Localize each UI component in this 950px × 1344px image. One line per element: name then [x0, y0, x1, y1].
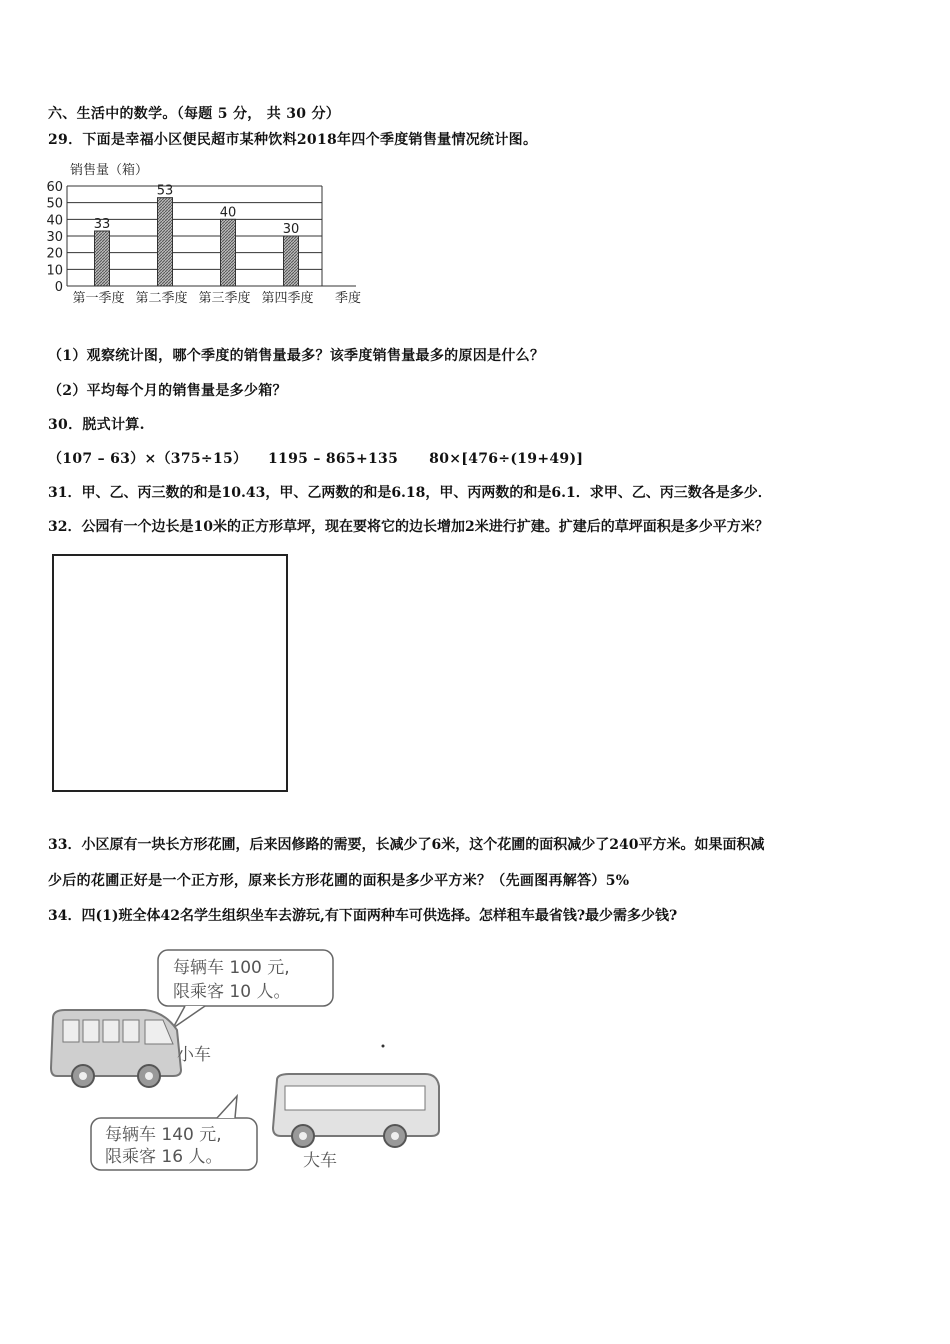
question-31: 31．甲、乙、丙三数的和是10.43，甲、乙两数的和是6.18，甲、丙两数的和是6.1．求甲、乙、丙三数各是多少．: [48, 485, 772, 501]
chart-y-tick-label: 60: [46, 180, 63, 195]
chart-x-ticks: [72, 290, 313, 306]
small-car-label: 小车: [177, 1045, 211, 1065]
question-32: 32．公园有一个边长是10米的正方形草坪，现在要将它的边长增加2米进行扩建。扩建后的草坪面积是多少平方米？: [48, 519, 769, 535]
question-29-part-1: （1）观察统计图，哪个季度的销售量最多？该季度销售量最多的原因是什么？: [48, 348, 545, 364]
chart-y-ticks: [46, 180, 63, 295]
question-29: 29．下面是幸福小区便民超市某种饮料2018年四个季度销售量情况统计图。: [48, 132, 538, 148]
chart-bar: [221, 219, 236, 286]
chart-x-tick-label: 第一季度: [72, 291, 125, 306]
vehicle-illustration: [45, 940, 445, 1185]
question-30-expressions: （107 – 63）×（375÷15） 1195 – 865+135 80×[476÷(19+49)]: [48, 451, 584, 467]
chart-bar: [95, 231, 110, 286]
big-car-capacity-text: 限乘客 16 人。: [105, 1147, 223, 1167]
chart-y-tick-label: 40: [46, 213, 63, 229]
big-car-icon: [273, 1074, 439, 1147]
question-34: 34．四(1)班全体42名学生组织坐车去游玩,有下面两种车可供选择。怎样租车最省钱?最少需多少钱?: [48, 908, 678, 924]
bar-chart: [42, 152, 382, 317]
chart-bar: [284, 236, 299, 286]
question-30: 30．脱式计算.: [48, 417, 145, 433]
small-car-price-text: 每辆车 100 元,: [173, 958, 290, 978]
small-car-price-bubble: [158, 950, 333, 1028]
chart-y-tick-label: 30: [46, 230, 63, 245]
chart-bars: [94, 184, 300, 286]
stray-dot: [382, 1045, 385, 1048]
chart-y-tick-label: 0: [54, 280, 63, 295]
chart-data-label: 40: [219, 205, 237, 221]
chart-x-tick-label: 第三季度: [198, 291, 251, 306]
square-lawn-figure: [52, 554, 288, 792]
chart-ylabel: 销售量（箱）: [70, 163, 149, 178]
chart-data-label: 30: [282, 222, 300, 237]
small-car-icon: [51, 1010, 181, 1087]
question-33-line-2: 少后的花圃正好是一个正方形，原来长方形花圃的面积是多少平方米？（先画图再解答）5%: [48, 873, 630, 889]
section-title: 六、生活中的数学。（每题 5 分， 共 30 分）: [48, 106, 341, 122]
chart-bar: [158, 198, 173, 286]
small-car-capacity-text: 限乘客 10 人。: [173, 982, 291, 1002]
question-29-part-2: （2）平均每个月的销售量是多少箱？: [48, 383, 287, 399]
chart-y-tick-label: 50: [46, 196, 63, 212]
big-car-price-text: 每辆车 140 元,: [105, 1125, 222, 1145]
chart-data-label: 33: [93, 217, 111, 232]
chart-x-tick-label: 第二季度: [135, 291, 188, 306]
chart-x-tick-label: 第四季度: [261, 291, 314, 306]
chart-data-label: 53: [156, 183, 174, 199]
chart-xlabel: 季度: [335, 291, 362, 306]
question-33-line-1: 33．小区原有一块长方形花圃，后来因修路的需要，长减少了6米，这个花圃的面积减少了240平方米。如果面积减: [48, 837, 765, 853]
big-car-price-bubble: [91, 1096, 257, 1170]
chart-y-tick-label: 20: [46, 246, 63, 262]
chart-y-tick-label: 10: [46, 263, 63, 279]
chart-grid: [67, 183, 356, 286]
big-car-label: 大车: [303, 1151, 337, 1171]
